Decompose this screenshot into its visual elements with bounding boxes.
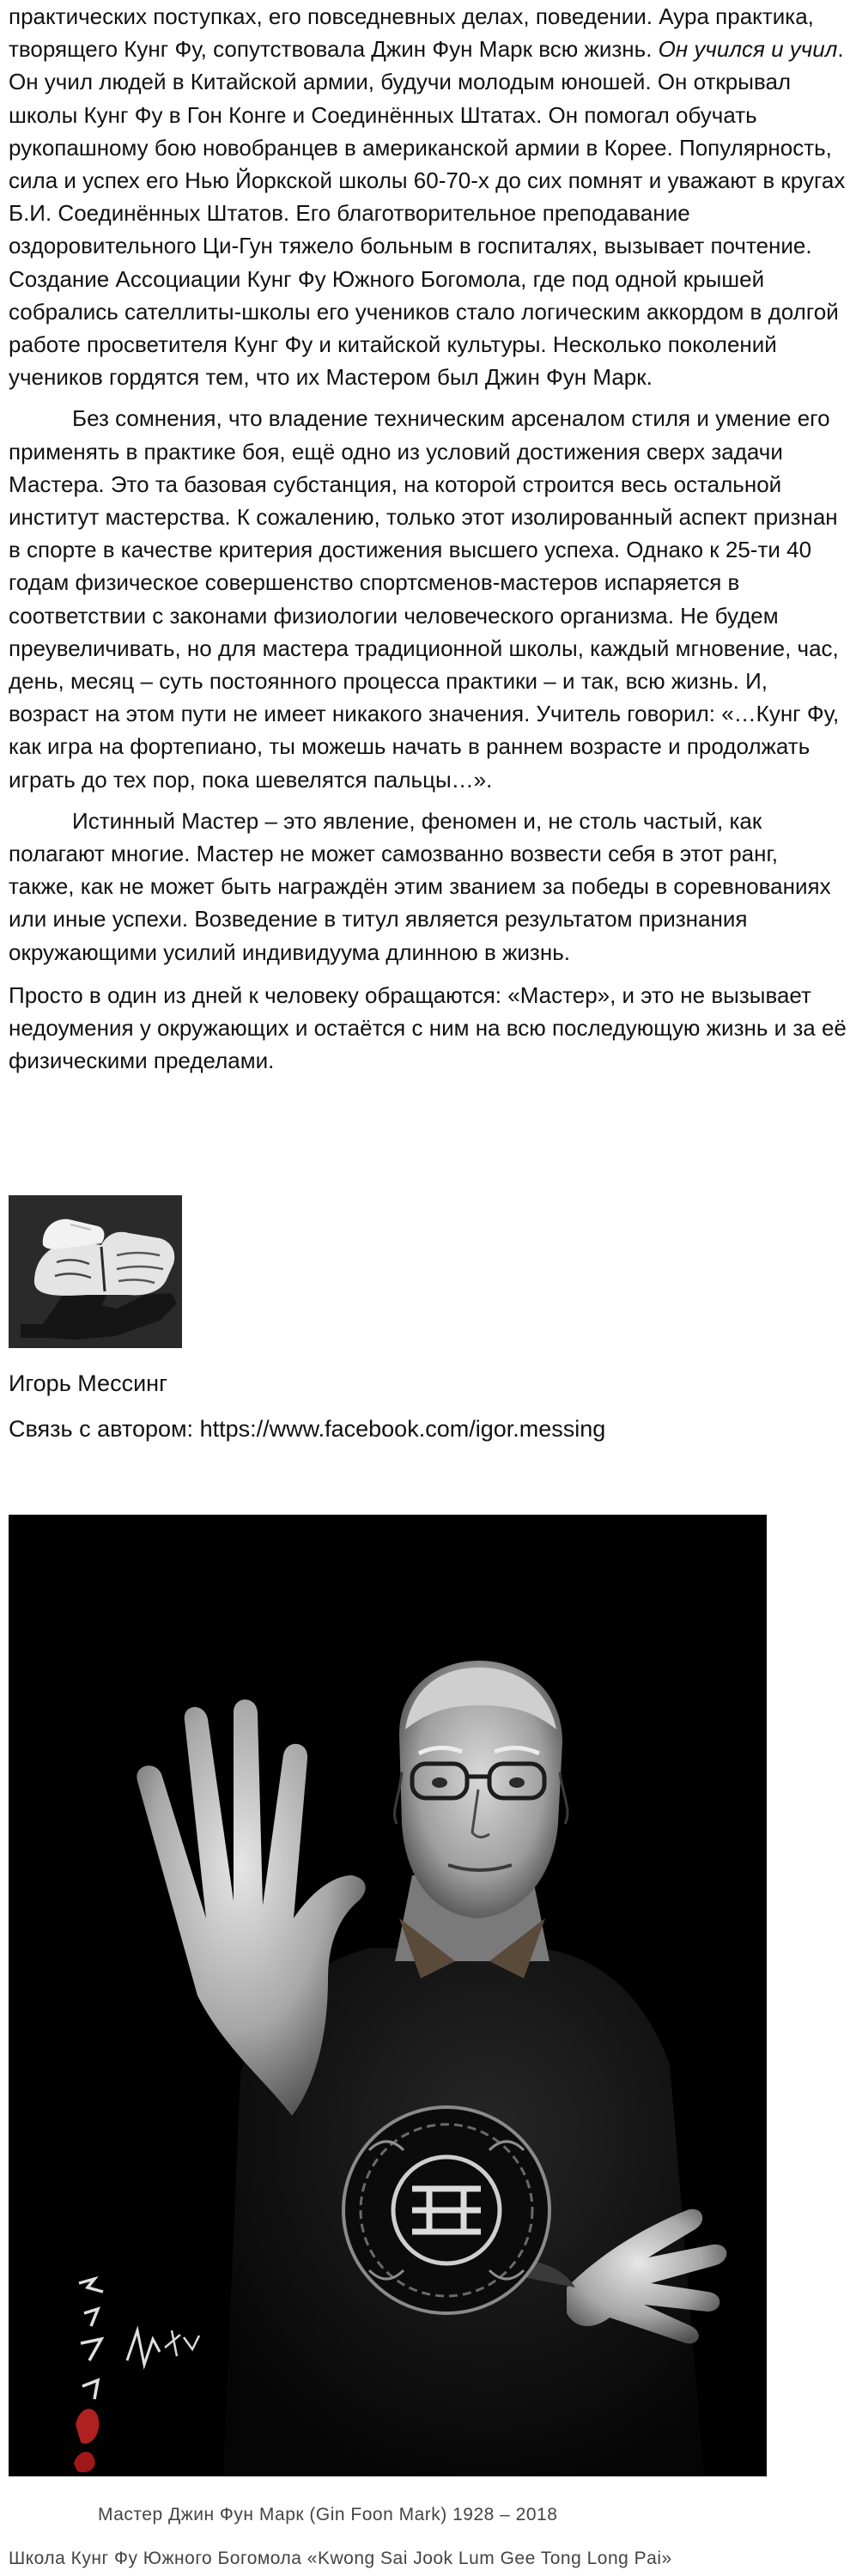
photo-caption: Мастер Джин Фун Марк (Gin Foon Mark) 1928 – 2018 xyxy=(98,2505,558,2524)
paragraph-technique: Без сомнения, что владение техническим арсеналом стиля и умение его применять в практике боя, ещё одно из условий достижения сверх задачи Мастера. Это та базовая субстанция, на которой строится весь остальной институт мастерства. К сожалению, только этот изолированный аспект признан в спорте в качестве критерия достижения высшего успеха. Однако к 25-ти 40 годам физическое совершенство спортсменов-мастеров испаряется в соответствии с законами физиологии человеческого организма. Не будем преувеличивать, но для мастера традиционной школы, каждый мгновение, час, день, месяц – суть постоянного процесса практики – и так, всю жизнь. И, возраст на этом пути не имеет никакого значения. Учитель говорил: «…Кунг Фу, как игра на фортепиано, ты можешь начать в раннем возрасте и продолжать играть до тех пор, пока шевелятся пальцы…». xyxy=(9,405,840,793)
emphasis-learned-and-taught: Он учился и учил xyxy=(658,36,838,63)
author-contact xyxy=(9,1414,605,1443)
paragraph-legacy-text-a: практических поступках, его повседневных делах, поведении. Аура практика, творящего Кунг Фу, сопутствовала Джин Фун Марк всю жизнь. xyxy=(9,3,814,63)
portrait-illustration xyxy=(9,1515,767,2476)
paragraph-legacy xyxy=(9,0,848,393)
paragraph-true-master: Истинный Мастер – это явление, феномен и, не столь частый, как полагают многие. Мастер не может самозванно возвести себя в этот ранг, также, как не может быть награждён этим званием за победы в соревнованиях или иные успехи. Возведение в титул является результатом признания окружающими усилий индивидуума длинною в жизнь. xyxy=(9,807,831,965)
school-name-footer: Школа Кунг Фу Южного Богомола «Kwong Sai Jook Lum Gee Tong Long Pai» xyxy=(9,2549,672,2568)
article-body xyxy=(9,0,848,1078)
contact-label: Связь с автором: xyxy=(9,1416,200,1442)
paragraph-called-master: Просто в один из дней к человеку обращаются: «Мастер», и это не вызывает недоумения у окружающих и остаётся с ним на всю последующую жизнь и за её физическими пределами. xyxy=(9,981,847,1074)
author-name: Игорь Мессинг xyxy=(9,1370,167,1396)
paragraph-legacy-text-b: . Он учил людей в Китайской армии, будучи молодым юношей. Он открывал школы Кунг Фу в Гон Конге и Соединённых Штатах. Он помогал обучать рукопашному бою новобранцев в американской армии в Корее. Популярность, сила и успех его Нью Йоркской школы 60-70-х до сих помнят и уважают в кругах Б.И. Соединённых Штатов. Его благотворительное преподавание оздоровительного Ци-Гун тяжело больным в госпиталях, вызывает почтение. Создание Ассоциации Кунг Фу Южного Богомола, где под одной крышей собрались сателлиты-школы его учеников стало логическим аккордом в долгой работе просветителя Кунг Фу и китайской культуры. Несколько поколений учеников гордятся тем, что их Мастером был Джин Фун Марк. xyxy=(9,36,846,391)
master-portrait-photo xyxy=(9,1515,767,2476)
fist-palm-icon xyxy=(9,1195,182,1348)
facebook-profile-link[interactable]: https://www.facebook.com/igor.messing xyxy=(199,1416,606,1442)
fist-palm-salute-logo xyxy=(9,1195,182,1348)
